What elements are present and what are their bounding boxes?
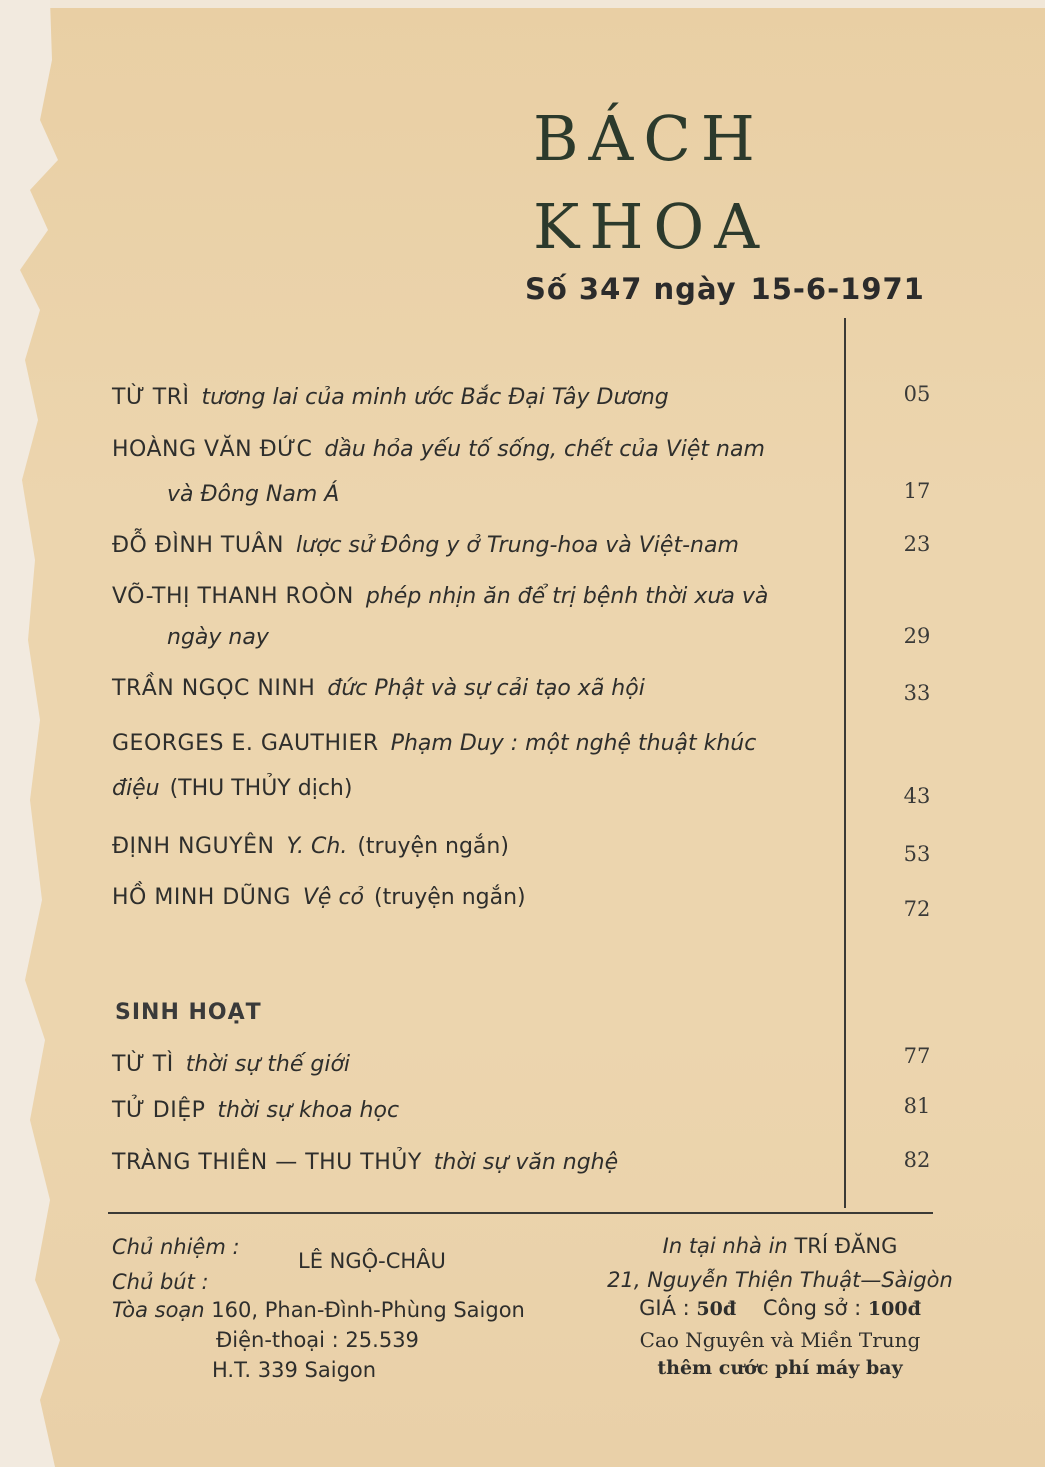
toc-title-continued: điệu <box>112 776 160 801</box>
official-price-value: 100đ <box>867 1298 921 1320</box>
official-price-label: Công sở : <box>762 1296 862 1320</box>
price-label: GIÁ : <box>639 1296 690 1320</box>
toc-page-number: 17 <box>903 479 931 503</box>
toc-page-number: 33 <box>903 681 931 705</box>
toc-entry-line <box>112 533 739 558</box>
toc-author: GEORGES E. GAUTHIER <box>112 731 379 756</box>
director-name: LÊ NGỘ-CHÂU <box>298 1249 446 1273</box>
toc-page-number: 23 <box>903 532 931 556</box>
toc-author: HỒ MINH DŨNG <box>112 885 291 910</box>
section-heading: SINH HOẠT <box>115 1000 262 1025</box>
price-line <box>590 1296 970 1320</box>
footer-divider <box>108 1212 933 1214</box>
toc-entry-continuation <box>167 482 339 507</box>
toc-author: ĐỊNH NGUYÊN <box>112 834 275 859</box>
printer-address-text: 21, Nguyễn Thiện Thuật—Sàigòn <box>607 1268 953 1292</box>
toc-note: (truyện ngắn) <box>357 834 509 859</box>
price-value: 50đ <box>696 1298 737 1320</box>
toc-title: tương lai của minh ước Bắc Đại Tây Dương <box>201 385 669 410</box>
director-label-text: Chủ nhiệm : <box>112 1235 240 1259</box>
toc-entry-line <box>112 584 768 609</box>
torn-paper-edge <box>0 0 70 1467</box>
masthead-line-2: KHOA <box>533 190 769 263</box>
toc-title-continued: và Đông Nam Á <box>167 482 340 507</box>
toc-entry-line <box>112 834 509 859</box>
toc-page-number: 29 <box>903 624 931 648</box>
printer-line <box>590 1234 970 1258</box>
section-item-title: thời sự thế giới <box>185 1052 351 1077</box>
section-author: TỬ DIỆP <box>112 1098 206 1123</box>
toc-title-continued: ngày nay <box>167 625 269 650</box>
section-author: TỪ TÌ <box>112 1052 174 1077</box>
toc-author: HOÀNG VĂN ĐỨC <box>112 437 313 462</box>
toc-entry-line <box>112 676 645 701</box>
issue-label: Số 347 ngày <box>525 272 737 306</box>
office-label: Tòa soạn <box>112 1298 205 1322</box>
section-item-title: thời sự văn nghệ <box>433 1150 619 1175</box>
toc-entry-line <box>112 437 765 462</box>
section-entry-line <box>112 1052 350 1077</box>
toc-page-number: 53 <box>903 842 931 866</box>
masthead-line-1: BÁCH <box>533 102 765 175</box>
toc-entry-line <box>112 885 526 910</box>
po-box: H.T. 339 Saigon <box>212 1358 377 1382</box>
issue-line <box>525 272 939 306</box>
toc-entry-line <box>112 385 669 410</box>
toc-author: ĐỖ ĐÌNH TUÂN <box>112 533 284 558</box>
section-page-number: 81 <box>903 1094 931 1118</box>
section-entry-line <box>112 1098 399 1123</box>
toc-title: Y. Ch. <box>286 834 348 859</box>
masthead <box>515 95 815 271</box>
printer-label: In tại nhà in <box>662 1234 788 1258</box>
toc-title: phép nhịn ăn để trị bệnh thời xưa và <box>365 584 769 609</box>
toc-title: dầu hỏa yếu tố sống, chết của Việt nam <box>324 437 765 462</box>
section-author: TRÀNG THIÊN — THU THỦY <box>112 1150 422 1175</box>
section-page-number: 77 <box>903 1044 931 1068</box>
airmail-note: thêm cước phí máy bay <box>657 1357 903 1379</box>
toc-entry-continuation <box>112 776 352 801</box>
toc-note: (truyện ngắn) <box>374 885 526 910</box>
toc-title: đức Phật và sự cải tạo xã hội <box>327 676 645 701</box>
toc-page-number: 43 <box>903 784 931 808</box>
paper-top-edge <box>40 0 1045 8</box>
editor-label <box>112 1270 209 1294</box>
issue-date: 15-6-1971 <box>750 272 925 306</box>
toc-note: (THU THỦY dịch) <box>169 776 353 801</box>
toc-author: TỪ TRÌ <box>112 385 190 410</box>
office-address: 160, Phan-Đình-Phùng Saigon <box>211 1298 525 1322</box>
toc-entry-line <box>112 731 756 756</box>
editor-label-text: Chủ bút : <box>112 1270 209 1294</box>
toc-page-number: 72 <box>903 897 931 921</box>
section-entry-line <box>112 1150 618 1175</box>
office-line <box>112 1298 525 1322</box>
director-label <box>112 1235 240 1259</box>
toc-entry-continuation <box>167 625 269 650</box>
toc-title: Vệ cỏ <box>302 885 365 910</box>
regional-note: Cao Nguyên và Miền Trung <box>639 1328 921 1352</box>
section-item-title: thời sự khoa học <box>217 1098 400 1123</box>
section-page-number: 82 <box>903 1148 931 1172</box>
printer-address <box>590 1268 970 1292</box>
toc-page-number: 05 <box>903 382 931 406</box>
toc-author: VÕ-THỊ THANH ROÒN <box>112 584 354 609</box>
phone-number: Điện-thoại : 25.539 <box>216 1328 419 1352</box>
toc-title: Phạm Duy : một nghệ thuật khúc <box>390 731 757 756</box>
toc-title: lược sử Đông y ở Trung-hoa và Việt-nam <box>295 533 739 558</box>
toc-author: TRẦN NGỌC NINH <box>112 676 316 701</box>
printer-name: TRÍ ĐĂNG <box>794 1234 898 1258</box>
page-column-divider <box>844 318 846 1208</box>
